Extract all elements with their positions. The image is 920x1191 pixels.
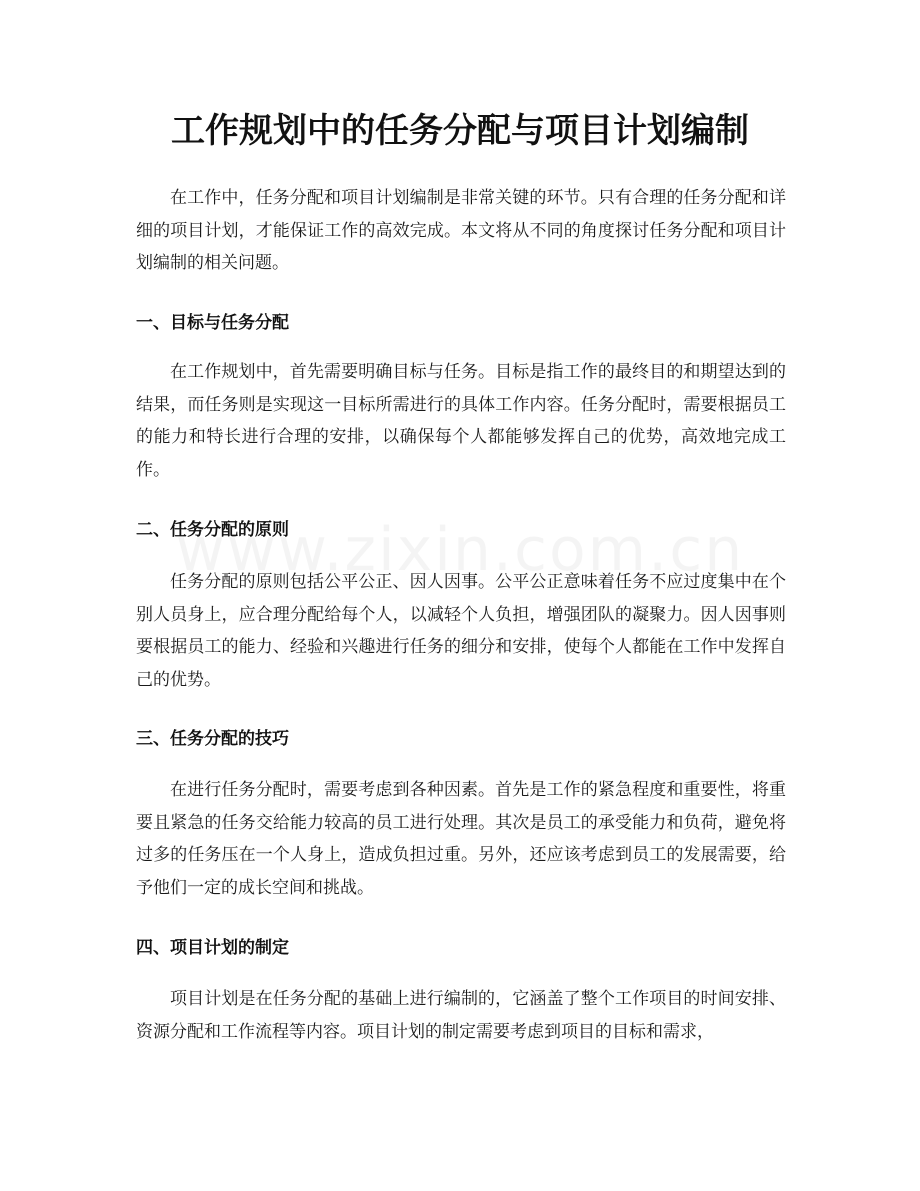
section-body-4: 项目计划是在任务分配的基础上进行编制的，它涵盖了整个工作项目的时间安排、资源分配和工作流程等内容。项目计划的制定需要考虑到项目的目标和需求， — [136, 989, 786, 1042]
document-title: 工作规划中的任务分配与项目计划编制 — [171, 111, 749, 151]
section-heading-1: 一、目标与任务分配 — [136, 313, 289, 333]
intro-paragraph: 在工作中，任务分配和项目计划编制是非常关键的环节。只有合理的任务分配和详细的项目计划，才能保证工作的高效完成。本文将从不同的角度探讨任务分配和项目计划编制的相关问题。 — [136, 188, 786, 273]
section-body-2: 任务分配的原则包括公平公正、因人因事。公平公正意味着任务不应过度集中在个别人员身上，应合理分配给每个人，以减轻个人负担，增强团队的凝聚力。因人因事则要根据员工的能力、经验和兴趣进行任务的细分和安排，使每个人都能在工作中发挥自己的优势。 — [136, 572, 786, 690]
section-heading-3: 三、任务分配的技巧 — [136, 729, 289, 749]
section-heading-2: 二、任务分配的原则 — [136, 520, 289, 540]
section-body-1: 在工作规划中，首先需要明确目标与任务。目标是指工作的最终目的和期望达到的结果，而任务则是实现这一目标所需进行的具体工作内容。任务分配时，需要根据员工的能力和特长进行合理的安排，以确保每个人都能够发挥自己的优势，高效地完成工作。 — [136, 362, 786, 480]
section-body-3: 在进行任务分配时，需要考虑到各种因素。首先是工作的紧急程度和重要性，将重要且紧急的任务交给能力较高的员工进行处理。其次是员工的承受能力和负荷，避免将过多的任务压在一个人身上，造成负担过重。另外，还应该考虑到员工的发展需要，给予他们一定的成长空间和挑战。 — [136, 780, 786, 898]
section-heading-4: 四、项目计划的制定 — [136, 938, 289, 958]
